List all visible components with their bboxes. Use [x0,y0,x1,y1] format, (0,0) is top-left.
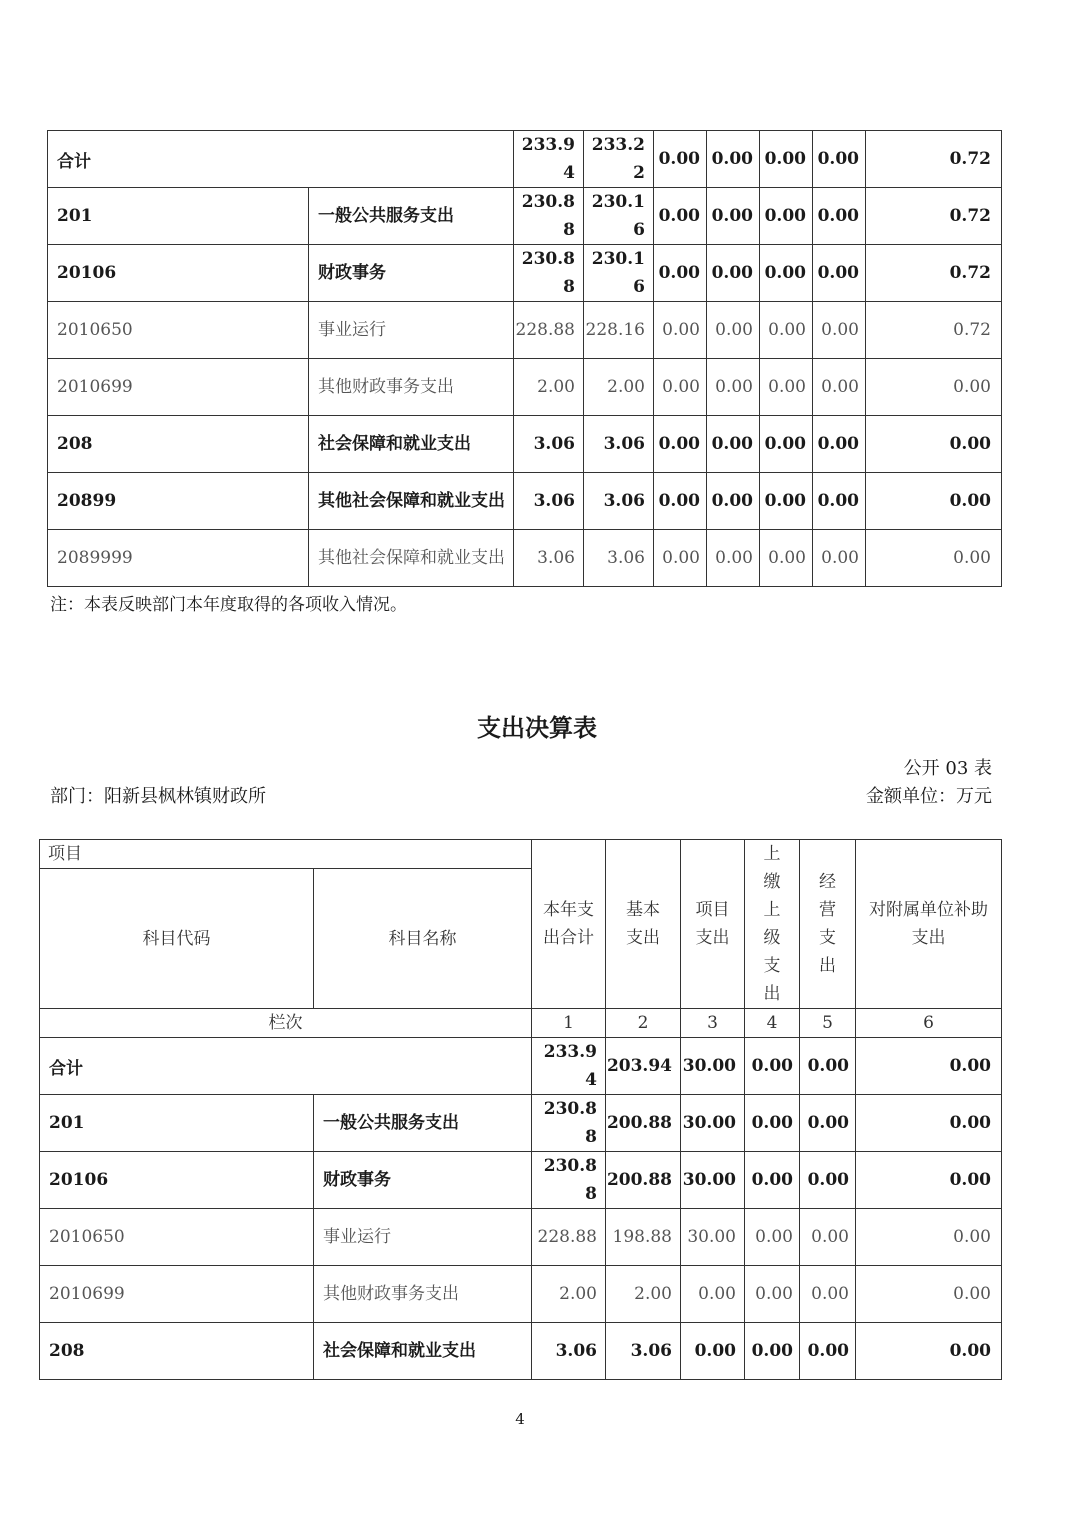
row-value-last: 0.72 [866,188,1002,245]
table-row [40,1038,1002,1095]
row-value: 2.00 [532,1266,606,1323]
table-row [40,1152,1002,1209]
row-code: 2010650 [40,1209,314,1266]
table-row [48,131,1002,188]
row-value: 0.00 [707,302,760,359]
row-value-last: 0.00 [866,530,1002,587]
table-row [40,1266,1002,1323]
row-value: 0.00 [760,530,813,587]
row-value: 0.00 [654,530,707,587]
header-code: 科目代码 [40,869,314,1009]
header-col-1: 本年支出合计 [532,840,606,1009]
col-number: 6 [856,1009,1002,1038]
row-value: 30.00 [681,1038,745,1095]
header-lanci: 栏次 [40,1009,532,1038]
row-value: 0.00 [707,188,760,245]
table-row [48,416,1002,473]
row-value: 3.06 [584,473,654,530]
header-col-4: 上缴上级支出 [745,840,800,1009]
row-value: 0.00 [800,1095,856,1152]
row-name: 事业运行 [314,1209,532,1266]
table-row [48,245,1002,302]
row-name: 事业运行 [309,302,514,359]
row-value: 0.00 [654,302,707,359]
row-value: 200.88 [606,1152,681,1209]
row-value: 0.00 [760,416,813,473]
row-value: 233.94 [532,1038,606,1095]
row-code: 208 [48,416,309,473]
row-value: 2.00 [514,359,584,416]
row-code: 合计 [40,1038,532,1095]
row-value: 0.00 [745,1152,800,1209]
col-number: 3 [681,1009,745,1038]
row-value-last: 0.72 [866,131,1002,188]
row-value: 2.00 [606,1266,681,1323]
table-row [48,530,1002,587]
row-value: 0.00 [760,473,813,530]
row-value: 0.00 [800,1266,856,1323]
row-value: 30.00 [681,1152,745,1209]
row-value: 230.88 [532,1152,606,1209]
row-value: 3.06 [514,416,584,473]
row-value-last: 0.00 [866,359,1002,416]
department-label: 部门：阳新县枫林镇财政所 [50,786,266,807]
row-value: 0.00 [654,473,707,530]
row-value: 230.88 [514,245,584,302]
row-name: 一般公共服务支出 [314,1095,532,1152]
row-value: 0.00 [760,359,813,416]
row-value: 233.94 [514,131,584,188]
table-row [48,359,1002,416]
row-value: 3.06 [584,530,654,587]
row-value: 0.00 [800,1209,856,1266]
col-number: 2 [606,1009,681,1038]
row-value: 30.00 [681,1209,745,1266]
row-value-last: 0.72 [866,302,1002,359]
row-value: 0.00 [707,245,760,302]
row-name: 其他财政事务支出 [309,359,514,416]
col-number: 4 [745,1009,800,1038]
row-value: 0.00 [813,473,866,530]
row-name: 社会保障和就业支出 [309,416,514,473]
row-value: 0.00 [654,131,707,188]
row-value: 0.00 [813,188,866,245]
table-row [40,1095,1002,1152]
row-name: 其他社会保障和就业支出 [309,530,514,587]
row-value: 0.00 [760,245,813,302]
row-code: 20899 [48,473,309,530]
row-value: 0.00 [813,245,866,302]
row-name: 其他财政事务支出 [314,1266,532,1323]
header-col-3: 项目支出 [681,840,745,1009]
row-value-last: 0.00 [856,1266,1002,1323]
row-value: 0.00 [760,302,813,359]
row-value-last: 0.00 [856,1209,1002,1266]
row-value: 0.00 [745,1266,800,1323]
row-name: 一般公共服务支出 [309,188,514,245]
row-value: 230.16 [584,188,654,245]
row-value-last: 0.72 [866,245,1002,302]
row-value-last: 0.00 [866,473,1002,530]
row-code: 合计 [48,131,514,188]
expenditure-table [39,839,1002,1380]
row-value: 230.88 [532,1095,606,1152]
row-value: 0.00 [707,359,760,416]
page-title: 支出决算表 [477,713,597,742]
row-value: 0.00 [681,1323,745,1380]
row-value: 0.00 [813,416,866,473]
row-value: 198.88 [606,1209,681,1266]
row-value: 0.00 [745,1095,800,1152]
table-row [48,188,1002,245]
row-value: 2.00 [584,359,654,416]
row-value: 0.00 [654,359,707,416]
row-name: 其他社会保障和就业支出 [309,473,514,530]
row-value: 0.00 [707,530,760,587]
row-code: 2010699 [40,1266,314,1323]
row-value: 0.00 [745,1323,800,1380]
row-value-last: 0.00 [856,1038,1002,1095]
col-number: 1 [532,1009,606,1038]
row-value: 30.00 [681,1095,745,1152]
row-value: 3.06 [584,416,654,473]
row-value-last: 0.00 [856,1152,1002,1209]
row-value: 0.00 [760,188,813,245]
row-value: 3.06 [532,1323,606,1380]
row-value: 0.00 [813,131,866,188]
row-value: 0.00 [745,1038,800,1095]
row-value: 0.00 [800,1152,856,1209]
row-code: 20106 [48,245,309,302]
row-value: 0.00 [654,188,707,245]
header-name: 科目名称 [314,869,532,1009]
row-value-last: 0.00 [856,1323,1002,1380]
row-name: 社会保障和就业支出 [314,1323,532,1380]
header-col-6: 对附属单位补助支出 [856,840,1002,1009]
table-row [48,302,1002,359]
row-value: 0.00 [800,1038,856,1095]
row-value: 200.88 [606,1095,681,1152]
row-code: 2089999 [48,530,309,587]
row-value: 0.00 [745,1209,800,1266]
row-value: 228.16 [584,302,654,359]
header-col-5: 经营支出 [800,840,856,1009]
row-code: 201 [48,188,309,245]
table-row [40,1209,1002,1266]
row-value: 0.00 [707,416,760,473]
row-value: 230.88 [514,188,584,245]
row-value: 0.00 [654,245,707,302]
table-row [48,473,1002,530]
header-col-2: 基本支出 [606,840,681,1009]
row-code: 2010650 [48,302,309,359]
amount-unit: 金额单位：万元 [866,786,992,807]
row-value: 228.88 [514,302,584,359]
form-number: 公开 03 表 [903,758,992,779]
row-value: 0.00 [813,302,866,359]
row-value: 0.00 [760,131,813,188]
row-value: 3.06 [514,530,584,587]
table-row [40,1323,1002,1380]
header-project: 项目 [40,840,532,869]
row-value: 0.00 [813,530,866,587]
row-value: 3.06 [606,1323,681,1380]
row-value: 0.00 [707,473,760,530]
row-value-last: 0.00 [866,416,1002,473]
row-code: 208 [40,1323,314,1380]
page-number: 4 [515,1410,525,1428]
row-value: 0.00 [707,131,760,188]
row-name: 财政事务 [314,1152,532,1209]
row-value: 0.00 [800,1323,856,1380]
row-value: 3.06 [514,473,584,530]
row-name: 财政事务 [309,245,514,302]
row-value-last: 0.00 [856,1095,1002,1152]
income-table [47,130,1002,587]
row-value: 0.00 [654,416,707,473]
row-code: 201 [40,1095,314,1152]
row-value: 230.16 [584,245,654,302]
table-note: 注：本表反映部门本年度取得的各项收入情况。 [50,595,407,615]
row-value: 0.00 [813,359,866,416]
row-value: 203.94 [606,1038,681,1095]
row-value: 0.00 [681,1266,745,1323]
row-code: 20106 [40,1152,314,1209]
row-value: 233.22 [584,131,654,188]
col-number: 5 [800,1009,856,1038]
row-value: 228.88 [532,1209,606,1266]
row-code: 2010699 [48,359,309,416]
